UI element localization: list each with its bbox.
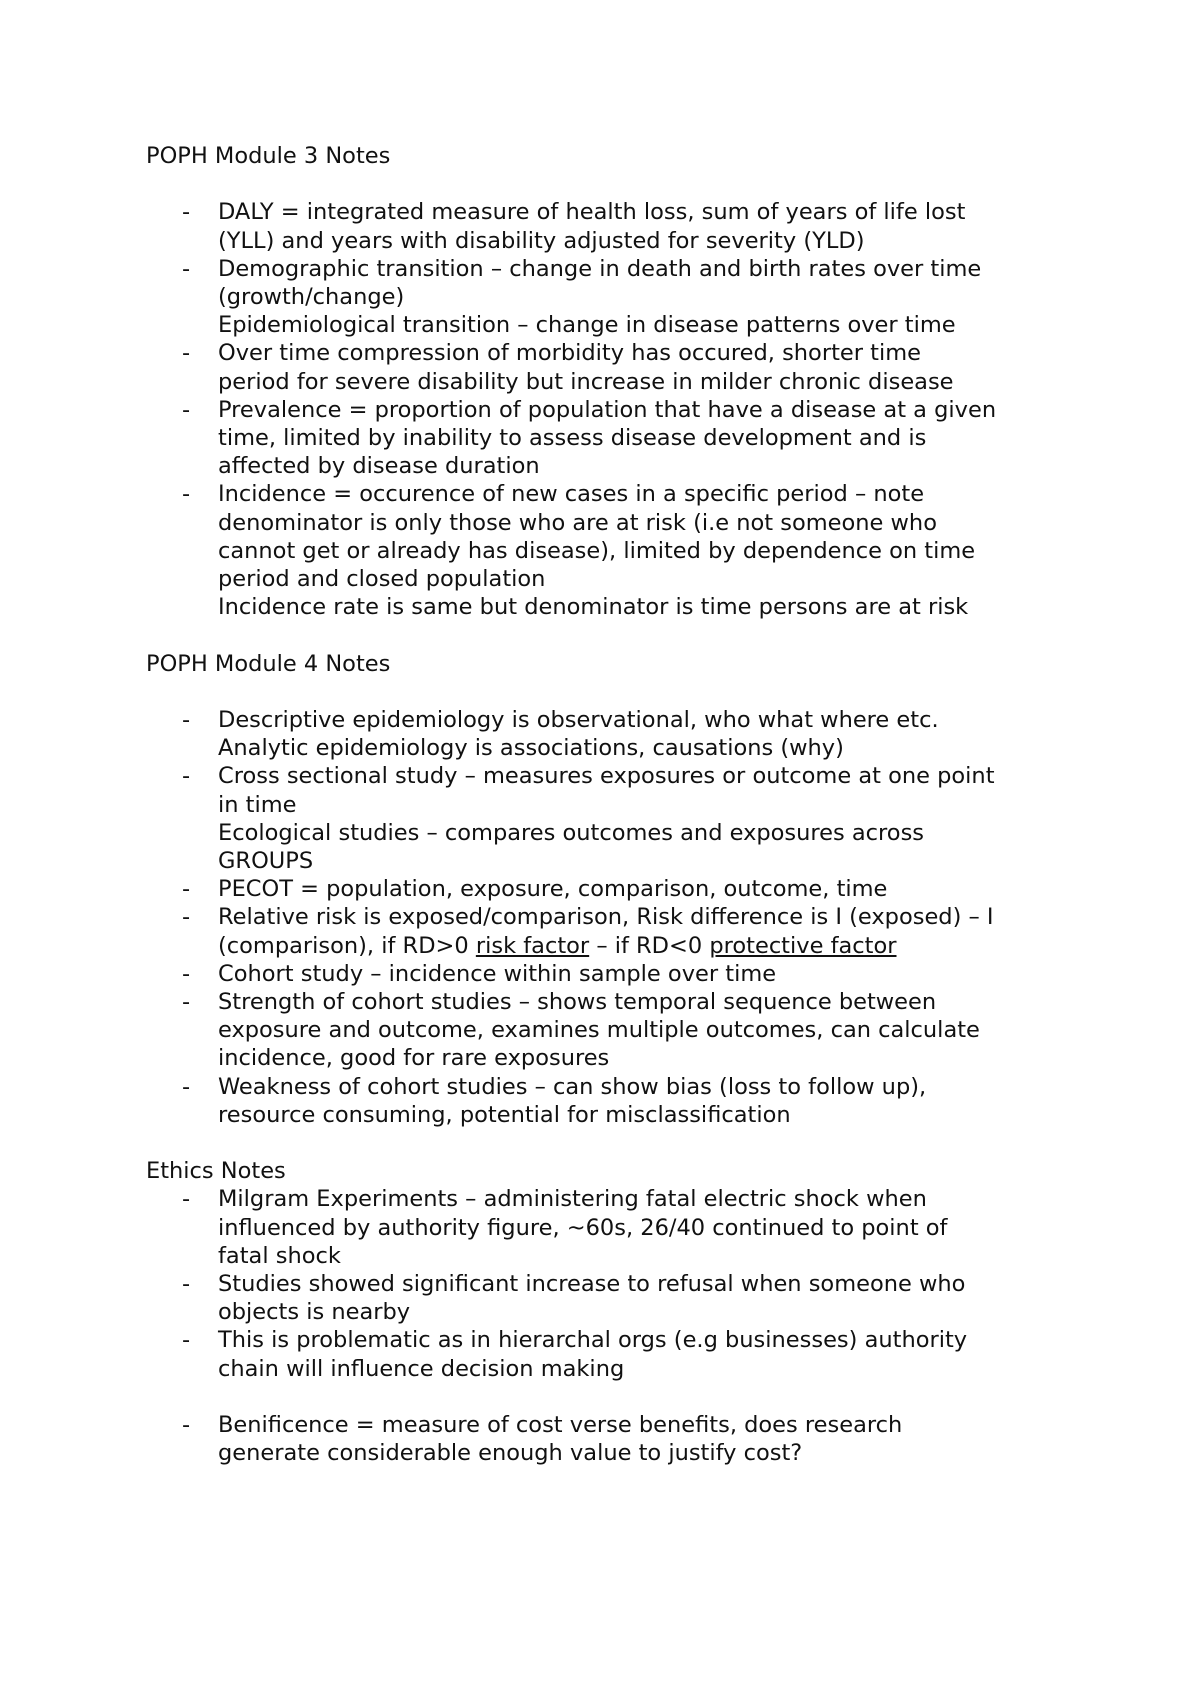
- bullet-dash: -: [182, 989, 191, 1016]
- bullet-dash: -: [182, 340, 191, 367]
- list-item: - Descriptive epidemiology is observational, who what where etc. Analytic epidemiology is associations, causations (why): [182, 707, 939, 762]
- list-item: - Cross sectional study – measures exposures or outcome at one point in time Ecological studies – compares outcomes and exposures across GROUPS: [182, 763, 995, 875]
- bullet-dash: -: [182, 876, 191, 903]
- blank-line: [146, 1383, 1086, 1411]
- list-item: - Strength of cohort studies – shows temporal sequence between exposure and outcome, examines multiple outcomes, can calculate incidence, good for rare exposures: [182, 989, 980, 1072]
- bullet-dash: -: [182, 255, 191, 282]
- bullet-dash: -: [182, 1073, 191, 1100]
- blank-line: [146, 1129, 1086, 1157]
- list-item: - DALY = integrated measure of health loss, sum of years of life lost (YLL) and years with disability adjusted for severity (YLD): [182, 199, 966, 254]
- list-item: - Incidence = occurence of new cases in a specific period – note denominator is only those who are at risk (i.e not someone who cannot get or already has disease), limited by dependence on time period and closed population Incidence rate is same but denominator is time persons are at risk: [182, 481, 976, 621]
- bullet-dash: -: [182, 707, 191, 734]
- blank-line: [146, 621, 1086, 649]
- list-item: - PECOT = population, exposure, comparison, outcome, time: [182, 876, 888, 903]
- list-item: - Prevalence = proportion of population that have a disease at a given time, limited by inability to assess disease development and is affected by disease duration: [182, 396, 997, 480]
- list-item: - Benificence = measure of cost verse benefits, does research generate considerable enough value to justify cost?: [182, 1412, 903, 1467]
- bullet-dash: -: [182, 1186, 191, 1213]
- list-item: - This is problematic as in hierarchal orgs (e.g businesses) authority chain will influence decision making: [182, 1327, 968, 1382]
- bullet-dash: -: [182, 1271, 191, 1298]
- list-item: - Over time compression of morbidity has occured, shorter time period for severe disability but increase in milder chronic disease: [182, 340, 954, 395]
- module-3-list: [146, 198, 1086, 621]
- document-page: [146, 142, 1086, 1467]
- bullet-dash: -: [182, 481, 191, 508]
- bullet-dash: -: [182, 960, 191, 987]
- list-item: - Studies showed significant increase to refusal when someone who objects is nearby: [182, 1271, 966, 1326]
- section-heading-ethics: Ethics Notes: [146, 1158, 286, 1185]
- blank-line: [146, 170, 1086, 198]
- list-item: - Cohort study – incidence within sample over time: [182, 960, 777, 987]
- bullet-dash: -: [182, 904, 191, 931]
- list-item: - Demographic transition – change in death and birth rates over time (growth/change) Epidemiological transition – change in disease patterns over time: [182, 255, 982, 339]
- bullet-dash: -: [182, 199, 191, 226]
- section-heading-module-4: POPH Module 4 Notes: [146, 650, 391, 677]
- list-item: - Milgram Experiments – administering fatal electric shock when influenced by authority figure, ~60s, 26/40 continued to point of fatal shock: [182, 1186, 948, 1269]
- list-item: - Relative risk is exposed/comparison, Risk difference is I (exposed) – I (comparison), if RD>0 risk factor – if RD<0 protective factor: [146, 903, 1086, 959]
- bullet-dash: -: [182, 1327, 191, 1354]
- list-item: - Weakness of cohort studies – can show bias (loss to follow up), resource consuming, potential for misclassification: [182, 1073, 927, 1128]
- ethics-list: [146, 1185, 1086, 1467]
- blank-line: [146, 678, 1086, 706]
- underlined-term-protective-factor: protective factor: [709, 932, 897, 959]
- bullet-dash: -: [182, 763, 191, 790]
- bullet-dash: -: [182, 1412, 191, 1439]
- section-heading-module-3: POPH Module 3 Notes: [146, 143, 391, 169]
- underlined-term-risk-factor: risk factor: [475, 932, 590, 959]
- mixed-line: (comparison), if RD>0 risk factor – if RD<0 protective factor: [218, 932, 897, 959]
- bullet-dash: -: [182, 396, 191, 423]
- module-4-list: [146, 706, 1086, 1129]
